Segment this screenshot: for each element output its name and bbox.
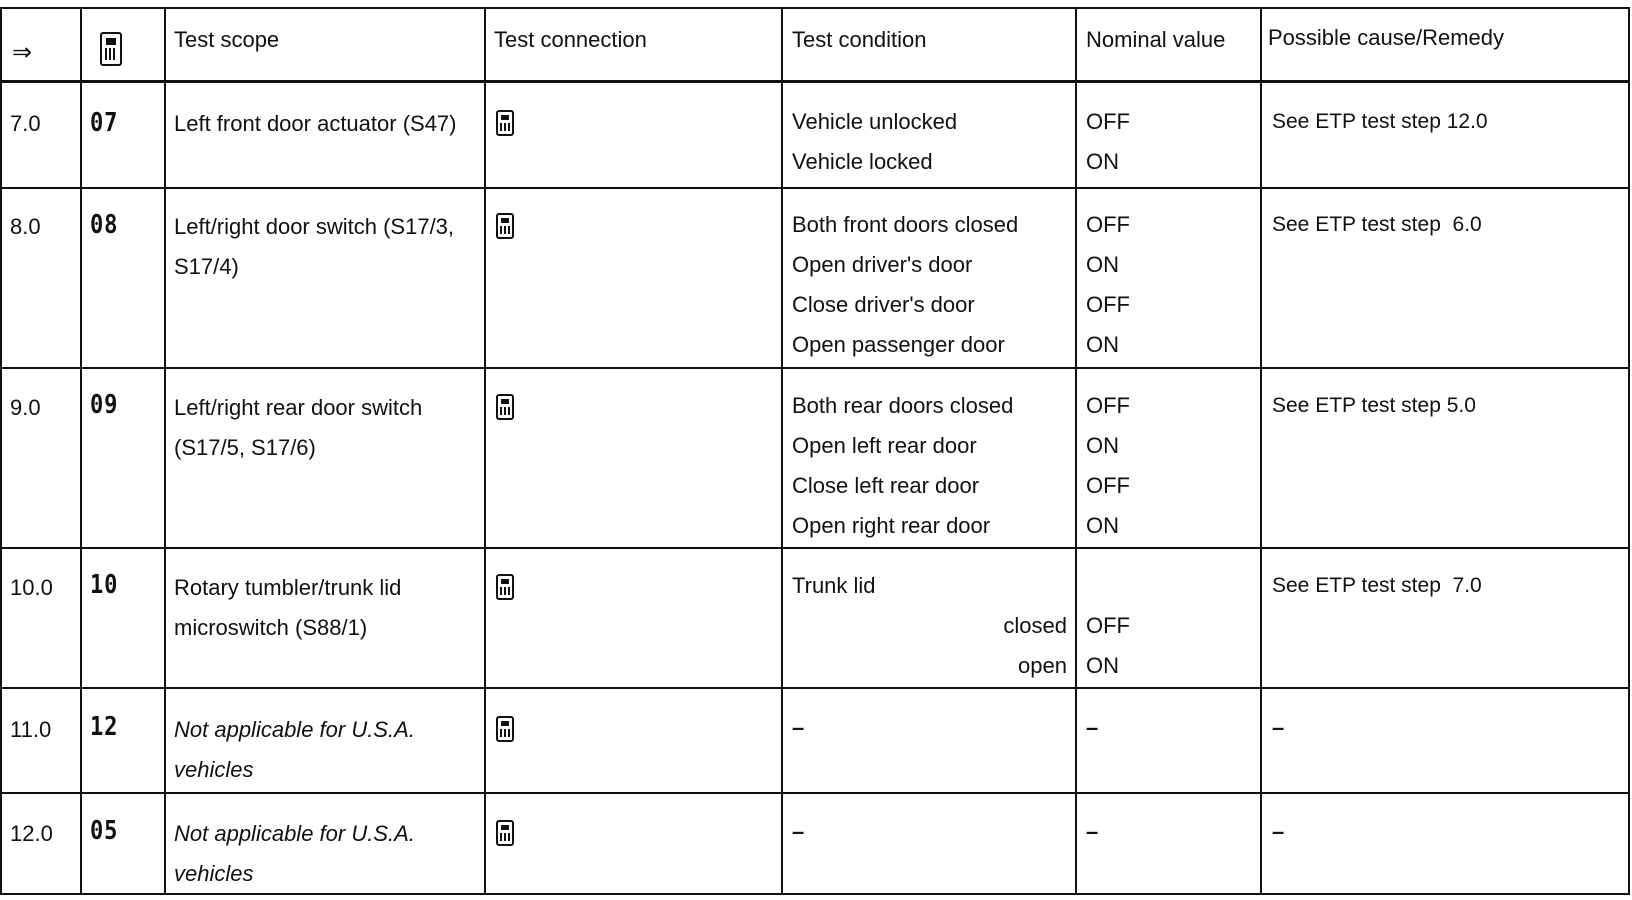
test-condition: – xyxy=(792,819,805,844)
nominal-value: ON xyxy=(1086,653,1119,678)
nominal-value: ON xyxy=(1086,513,1119,538)
condition-line: Open driver's door xyxy=(792,252,973,277)
column-divider xyxy=(80,7,82,895)
test-scope xyxy=(174,207,454,287)
scope-line: S17/4) xyxy=(174,254,239,279)
row-divider xyxy=(0,547,1630,549)
header-nominal-value: Nominal value xyxy=(1086,27,1226,52)
scope-line: (S17/5, S17/6) xyxy=(174,435,316,460)
remedy: See ETP test step 12.0 xyxy=(1272,110,1488,133)
tester-connection-icon xyxy=(496,213,514,239)
tester-connection-icon xyxy=(496,394,514,420)
display-code: 05 xyxy=(90,816,119,846)
nominal-value: ON xyxy=(1086,332,1119,357)
test-scope xyxy=(174,814,415,894)
header-bottom-border xyxy=(0,80,1630,83)
header-test-condition: Test condition xyxy=(792,27,927,52)
nominal-value: OFF xyxy=(1086,109,1130,134)
condition-line: Both rear doors closed xyxy=(792,393,1014,418)
step-number: 11.0 xyxy=(10,717,52,742)
display-code: 10 xyxy=(90,570,119,600)
scope-line: vehicles xyxy=(174,861,254,886)
condition-line: Open passenger door xyxy=(792,332,1005,357)
nominal-value: ON xyxy=(1086,433,1119,458)
test-conditions xyxy=(792,386,1013,546)
nominal-value: ON xyxy=(1086,252,1119,277)
column-divider xyxy=(1075,7,1077,895)
tester-device-icon xyxy=(100,32,122,66)
test-scope xyxy=(174,388,422,468)
nominal-value: – xyxy=(1086,819,1099,844)
remedy: – xyxy=(1272,819,1285,844)
nominal-value: – xyxy=(1086,715,1099,740)
nominal-value: OFF xyxy=(1086,292,1130,317)
remedy: See ETP test step 7.0 xyxy=(1272,574,1482,597)
scope-line: microswitch (S88/1) xyxy=(174,615,368,640)
nominal-value: ON xyxy=(1086,149,1119,174)
remedy: See ETP test step 6.0 xyxy=(1272,213,1482,236)
display-code: 09 xyxy=(90,390,119,420)
condition-line: Close left rear door xyxy=(792,473,980,498)
scope-line: Not applicable for U.S.A. xyxy=(174,821,415,846)
nominal-value: OFF xyxy=(1086,473,1130,498)
scope-line: Rotary tumbler/trunk lid xyxy=(174,575,402,600)
tester-connection-icon xyxy=(496,574,514,600)
row-divider xyxy=(0,187,1630,189)
scope-line: vehicles xyxy=(174,757,254,782)
scope-line: Left/right rear door switch xyxy=(174,395,423,420)
column-divider xyxy=(1260,7,1262,895)
display-code: 12 xyxy=(90,712,119,742)
condition-line: open xyxy=(1018,653,1067,678)
condition-line: closed xyxy=(1003,613,1067,638)
test-condition: – xyxy=(792,715,805,740)
header-test-scope: Test scope xyxy=(174,27,280,52)
test-scope xyxy=(174,710,415,790)
remedy: – xyxy=(1272,715,1285,740)
condition-line: Open right rear door xyxy=(792,513,991,538)
nominal-values xyxy=(1086,386,1130,546)
column-divider xyxy=(164,7,166,895)
arrow-icon: ⇒ xyxy=(12,39,33,66)
display-code: 07 xyxy=(90,108,119,138)
nominal-values xyxy=(1086,102,1130,182)
remedy: See ETP test step 5.0 xyxy=(1272,394,1476,417)
display-code: 08 xyxy=(90,210,119,240)
test-conditions xyxy=(792,102,957,182)
tester-connection-icon xyxy=(496,820,514,846)
nominal-value: OFF xyxy=(1086,613,1130,638)
condition-line: Both front doors closed xyxy=(792,212,1019,237)
column-divider xyxy=(484,7,486,895)
row-divider xyxy=(0,367,1630,369)
step-number: 7.0 xyxy=(10,111,41,136)
condition-line: Trunk lid xyxy=(792,573,876,598)
header-test-connection: Test connection xyxy=(494,27,647,52)
test-conditions xyxy=(792,205,1018,365)
nominal-values xyxy=(1086,205,1130,365)
condition-line: Close driver's door xyxy=(792,292,975,317)
header-possible-cause: Possible cause/Remedy xyxy=(1268,25,1505,50)
step-number: 12.0 xyxy=(10,821,53,846)
test-scope xyxy=(174,568,401,648)
condition-line: Vehicle unlocked xyxy=(792,109,958,134)
nominal-value: OFF xyxy=(1086,212,1130,237)
tester-connection-icon xyxy=(496,110,514,136)
column-divider xyxy=(781,7,783,895)
scope-line: Not applicable for U.S.A. xyxy=(174,717,415,742)
table-right-border xyxy=(1628,7,1630,895)
table-top-border xyxy=(0,7,1630,9)
row-divider xyxy=(0,792,1630,794)
step-number: 8.0 xyxy=(10,214,41,239)
condition-line: Vehicle locked xyxy=(792,149,933,174)
step-number: 9.0 xyxy=(10,395,41,420)
row-divider xyxy=(0,687,1630,689)
condition-line: Open left rear door xyxy=(792,433,977,458)
tester-connection-icon xyxy=(496,716,514,742)
table-left-border xyxy=(0,7,2,895)
nominal-value: OFF xyxy=(1086,393,1130,418)
step-number: 10.0 xyxy=(10,575,53,600)
test-scope: Left front door actuator (S47) xyxy=(174,111,457,136)
scope-line: Left/right door switch (S17/3, xyxy=(174,214,455,239)
